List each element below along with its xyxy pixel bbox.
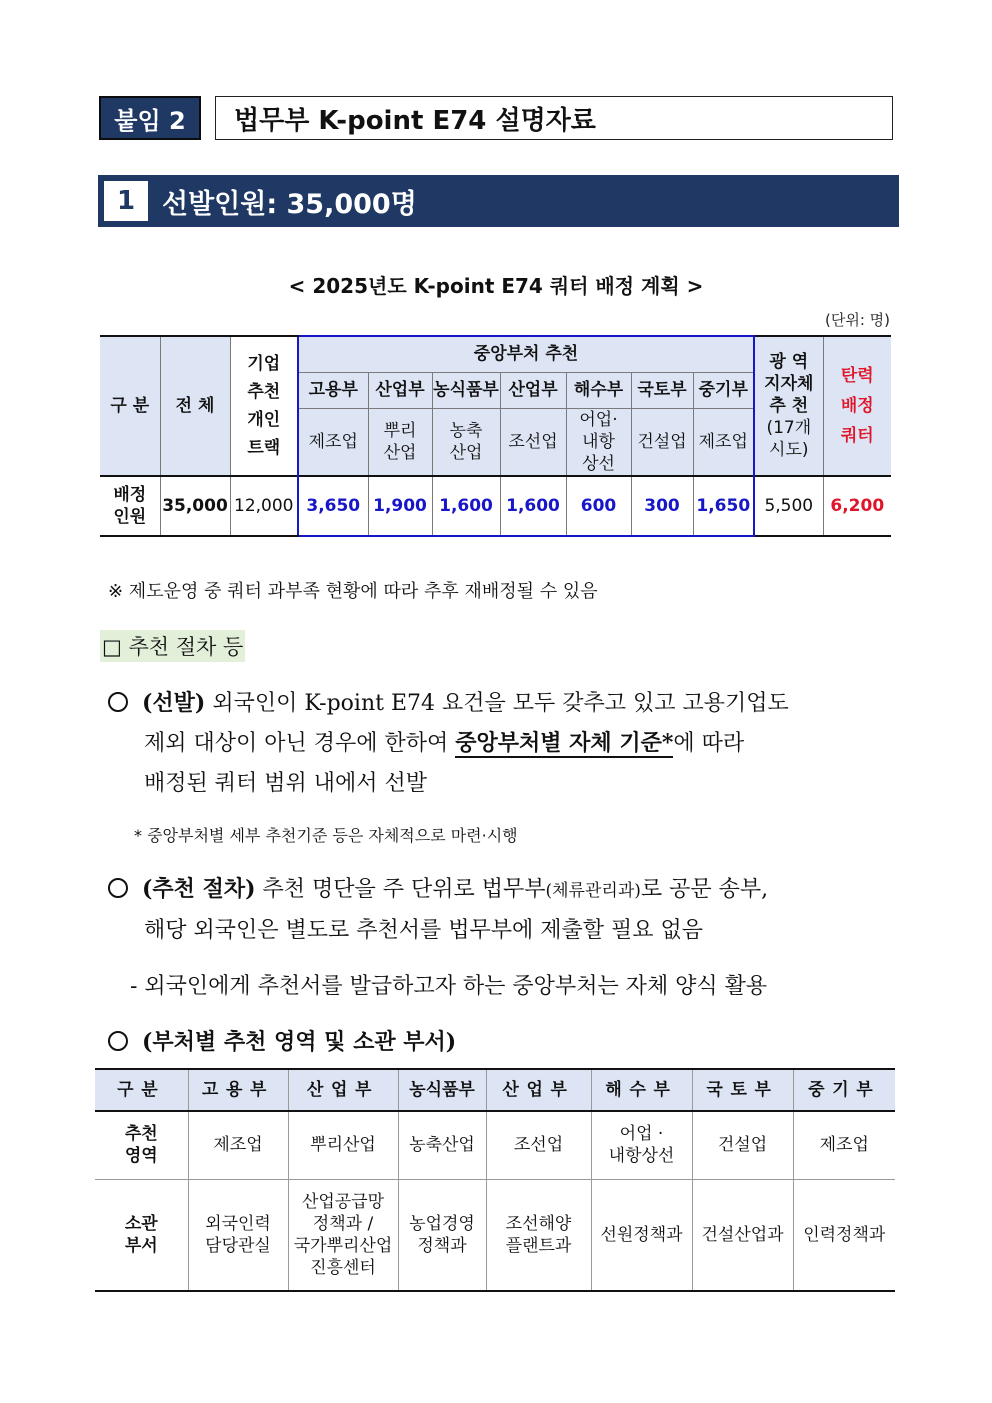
- dept-table-header: 고용부: [188, 1069, 288, 1111]
- ministry-header: 고용부: [298, 372, 368, 408]
- selection-footnote: * 중앙부처별 세부 추천기준 등은 자체적으로 마련·시행: [134, 826, 518, 845]
- dept-cell: 선원정책과: [591, 1179, 692, 1291]
- area-heading: (부처별 추천 영역 및 소관 부서): [108, 1025, 456, 1056]
- unit-label: (단위: 명): [825, 311, 890, 329]
- dept-cell: 인력정책과: [793, 1179, 895, 1291]
- dept-table-header: 국토부: [692, 1069, 793, 1111]
- col-central-ministries: 중앙부처 추천: [298, 336, 754, 372]
- section-title: 선발인원: 35,000명: [162, 188, 417, 220]
- attachment-label: 붙임 2: [99, 96, 201, 140]
- dept-cell: 외국인력 담당관실: [188, 1179, 288, 1291]
- circle-bullet-icon: [108, 692, 128, 712]
- area-cell: 조선업: [486, 1111, 591, 1179]
- col-regional: 광 역 지자체 추 천 (17개 시도): [754, 336, 823, 476]
- total-value: 35,000: [160, 476, 230, 536]
- ministry-header: 산업부: [368, 372, 432, 408]
- area-cell: 농축산업: [398, 1111, 486, 1179]
- section-number: 1: [104, 181, 148, 221]
- industry-cell: 제조업: [298, 408, 368, 476]
- ministry-value: 600: [566, 476, 631, 536]
- industry-cell: 건설업: [631, 408, 693, 476]
- area-cell: 제조업: [793, 1111, 895, 1179]
- ministry-value: 1,650: [693, 476, 754, 536]
- dept-table-header: 구분: [95, 1069, 188, 1111]
- document-title: 법무부 K-point E74 설명자료: [215, 96, 893, 140]
- procedure-sub-item: - 외국인에게 추천서를 발급하고자 하는 중앙부처는 자체 양식 활용: [130, 974, 768, 999]
- ministry-header: 국토부: [631, 372, 693, 408]
- ministry-value: 3,650: [298, 476, 368, 536]
- dept-table-header: 산업부: [486, 1069, 591, 1111]
- row-label: 배정 인원: [100, 476, 160, 536]
- ministry-header: 농식품부: [432, 372, 500, 408]
- ministry-header: 중기부: [693, 372, 754, 408]
- col-flex-quota: 탄력 배정 쿼터: [823, 336, 891, 476]
- area-cell: 어업 · 내항상선: [591, 1111, 692, 1179]
- ministry-header: 산업부: [500, 372, 566, 408]
- central-ministry-criteria: 중앙부처별 자체 기준*: [455, 730, 674, 756]
- procedure-paragraph: (추천 절차) 추천 명단을 주 단위로 법무부(체류관리과)로 공문 송부, 해당 외국인은 별도로 추천서를 법무부에 제출할 필요 없음: [108, 872, 903, 944]
- reallocation-note: ※ 제도운영 중 쿼터 과부족 현황에 따라 추후 재배정될 수 있음: [108, 581, 598, 602]
- col-company-track: 기업 추천 개인 트랙: [230, 336, 298, 476]
- ministry-value: 1,900: [368, 476, 432, 536]
- circle-bullet-icon: [108, 1031, 128, 1051]
- dept-table-header: 해수부: [591, 1069, 692, 1111]
- area-cell: 제조업: [188, 1111, 288, 1179]
- selection-paragraph: (선발) 외국인이 K-point E74 요건을 모두 갖추고 있고 고용기업도 제외 대상이 아닌 경우에 한하여 중앙부처별 자체 기준*에 따라 배정된 쿼터 범위 내에서 선발: [108, 686, 903, 797]
- dept-cell: 농업경영 정책과: [398, 1179, 486, 1291]
- section-bar: [98, 175, 899, 227]
- industry-cell: 조선업: [500, 408, 566, 476]
- regional-value: 5,500: [754, 476, 823, 536]
- industry-cell: 제조업: [693, 408, 754, 476]
- dept-row-label: 소관 부서: [95, 1179, 188, 1291]
- quota-table: [100, 335, 891, 537]
- ministry-header: 해수부: [566, 372, 631, 408]
- company-value: 12,000: [230, 476, 298, 536]
- dept-cell: 산업공급망 정책과 / 국가뿌리산업 진흥센터: [288, 1179, 398, 1291]
- department-table: [95, 1068, 895, 1292]
- col-category: 구 분: [100, 336, 160, 476]
- ministry-value: 1,600: [500, 476, 566, 536]
- procedure-heading: □ 추천 절차 등: [100, 630, 245, 662]
- industry-cell: 농축 산업: [432, 408, 500, 476]
- area-cell: 건설업: [692, 1111, 793, 1179]
- dept-table-header: 중기부: [793, 1069, 895, 1111]
- area-cell: 뿌리산업: [288, 1111, 398, 1179]
- ministry-value: 300: [631, 476, 693, 536]
- circle-bullet-icon: [108, 878, 128, 898]
- col-total: 전 체: [160, 336, 230, 476]
- dept-cell: 건설산업과: [692, 1179, 793, 1291]
- ministry-value: 1,600: [432, 476, 500, 536]
- dept-table-header: 농식품부: [398, 1069, 486, 1111]
- industry-cell: 뿌리 산업: [368, 408, 432, 476]
- flex-value: 6,200: [823, 476, 891, 536]
- quota-table-title: < 2025년도 K-point E74 쿼터 배정 계획 >: [288, 274, 704, 298]
- dept-cell: 조선해양 플랜트과: [486, 1179, 591, 1291]
- dept-table-header: 산업부: [288, 1069, 398, 1111]
- area-row-label: 추천 영역: [95, 1111, 188, 1179]
- industry-cell: 어업· 내항 상선: [566, 408, 631, 476]
